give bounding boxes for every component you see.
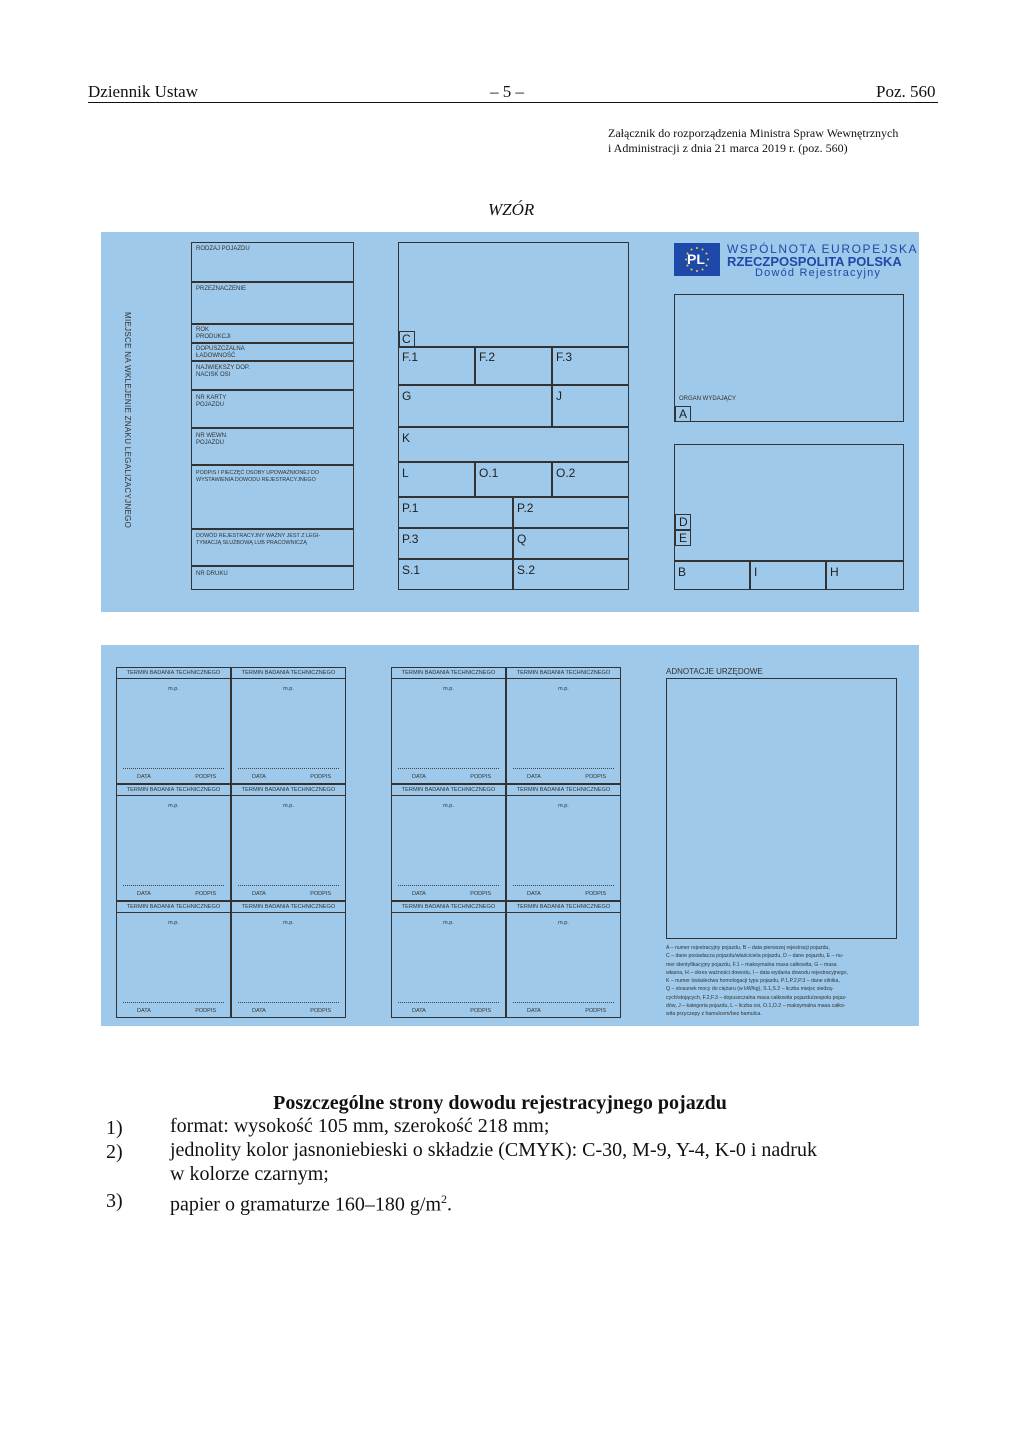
inspection-cell [116, 667, 231, 784]
inspection-cell [506, 901, 621, 1018]
signature-label: PODPIS [195, 774, 216, 780]
inspection-cell [391, 784, 506, 901]
legend-line: C – dane posiadacza pojazdu/właściciela pojazdu, D – dane pojazdu, E – nu- [666, 953, 844, 960]
inspection-title: TERMIN BADANIA TECHNICZNEGO [117, 668, 230, 679]
inspection-title: TERMIN BADANIA TECHNICZNEGO [507, 902, 620, 913]
registration-card-back [101, 645, 919, 1026]
label-dop-1: DOPUSZCZALNA [196, 346, 245, 352]
inspection-title: TERMIN BADANIA TECHNICZNEGO [392, 902, 505, 913]
label-naj-2: NACISK OSI [196, 372, 231, 378]
registration-card-front [101, 232, 919, 612]
signature-label: PODPIS [195, 1008, 216, 1014]
field-nr-druku [191, 566, 354, 590]
letter-a: A [679, 407, 688, 421]
item-2-text: jednolity kolor jasnoniebieski o składzie (CMYK): C-30, M-9, Y-4, K-0 i nadruk [170, 1139, 817, 1161]
field-k [398, 427, 629, 462]
item-1-text: format: wysokość 105 mm, szerokość 218 mm; [170, 1115, 550, 1137]
letter-f1: F.1 [402, 350, 419, 364]
item-2-number: 2) [106, 1141, 123, 1163]
eu-line-2: RZECZPOSPOLITA POLSKA [727, 254, 902, 269]
label-nr-druku: NR DRUKU [196, 571, 228, 577]
field-s2 [513, 559, 629, 590]
signature-line [398, 768, 499, 769]
letter-p2: P.2 [517, 501, 534, 515]
inspection-cell [231, 784, 346, 901]
inspection-cell [391, 667, 506, 784]
legend-line: dów, J – kategoria pojazdu, L – liczba osi, O.1,O.2 – maksymalna masa całko- [666, 1003, 846, 1010]
eu-flag-icon [674, 243, 720, 276]
stamp-place-label: m.p. [443, 803, 454, 809]
letter-box-d [675, 514, 691, 530]
legend-line: A – numer rejestracyjny pojazdu, B – data pierwszej rejestracji pojazdu, [666, 945, 830, 951]
field-c-area [398, 242, 629, 347]
field-o1 [475, 462, 552, 497]
journal-name: Dziennik Ustaw [88, 82, 199, 101]
page-number: – 5 – [490, 82, 524, 101]
field-f1 [398, 347, 475, 385]
signature-line [238, 768, 339, 769]
label-przeznaczenie: PRZEZNACZENIE [196, 286, 247, 292]
label-organ: ORGAN WYDAJĄCY [679, 396, 737, 402]
signature-line [238, 885, 339, 886]
annex-line-1: Załącznik do rozporządzenia Ministra Spraw Wewnętrznych [608, 126, 899, 140]
stamp-place-label: m.p. [168, 920, 179, 926]
inspection-title: TERMIN BADANIA TECHNICZNEGO [232, 785, 345, 796]
label-dow-2: TYMACJĄ SŁUŻBOWĄ LUB PRACOWNICZĄ [196, 540, 307, 546]
inspection-title: TERMIN BADANIA TECHNICZNEGO [117, 902, 230, 913]
adnotacje-label: ADNOTACJE URZĘDOWE [666, 667, 763, 676]
letter-box-a [675, 406, 691, 422]
field-p3 [398, 528, 513, 559]
letter-q: Q [517, 532, 527, 546]
legend-line: Q – stosunek mocy do ciężaru (w kW/kg), S.1,S.2 – liczba miejsc siedzą- [666, 986, 834, 993]
signature-line [398, 885, 499, 886]
date-label: DATA [252, 1008, 266, 1014]
inspection-cell [116, 901, 231, 1018]
label-dop-2: ŁADOWNOŚĆ [196, 353, 236, 359]
eu-line-1: WSPÓLNOTA EUROPEJSKA [727, 242, 919, 256]
label-pod-1: PODPIS I PIECZĘĆ OSOBY UPOWAŻNIONEJ DO [196, 470, 320, 476]
letter-box-c [399, 331, 415, 347]
field-h [826, 561, 904, 590]
stamp-place-label: m.p. [558, 920, 569, 926]
legend-line: wita przyczepy z hamulcem/bez hamulca. [666, 1011, 762, 1018]
letter-o2: O.2 [556, 466, 576, 480]
date-label: DATA [137, 1008, 151, 1014]
letter-b: B [678, 565, 687, 579]
field-najwiekszy-nacisk [191, 361, 354, 390]
stamp-place-label: m.p. [283, 920, 294, 926]
item-3-end: . [447, 1193, 453, 1216]
date-label: DATA [412, 774, 426, 780]
inspection-cell [231, 901, 346, 1018]
stamp-place-label: m.p. [168, 803, 179, 809]
inspection-cell [231, 667, 346, 784]
stamp-place-label: m.p. [558, 686, 569, 692]
letter-p1: P.1 [402, 501, 419, 515]
signature-line [123, 885, 224, 886]
inspection-grid-left [116, 667, 346, 1018]
label-nrw-1: NR WEWN. [196, 433, 228, 439]
field-f2 [475, 347, 552, 385]
letter-box-e [675, 530, 691, 546]
signature-label: PODPIS [470, 891, 491, 897]
item-3-main: papier o gramaturze 160–180 g/m [170, 1193, 442, 1216]
signature-line [123, 1002, 224, 1003]
wzor-heading: WZÓR [488, 200, 535, 219]
stamp-place-label: m.p. [558, 803, 569, 809]
date-label: DATA [412, 891, 426, 897]
field-podpis-pieczec [191, 465, 354, 529]
field-p1 [398, 497, 513, 528]
inspection-title: TERMIN BADANIA TECHNICZNEGO [392, 668, 505, 679]
letter-l: L [402, 466, 409, 480]
stamp-place-label: m.p. [283, 803, 294, 809]
inspection-grid-right [391, 667, 621, 1018]
date-label: DATA [252, 891, 266, 897]
letter-j: J [556, 389, 562, 403]
letter-s2: S.2 [517, 563, 536, 577]
country-badge: PL [687, 251, 705, 267]
eu-line-3: Dowód Rejestracyjny [755, 267, 882, 279]
date-label: DATA [252, 774, 266, 780]
field-rodzaj-pojazdu [191, 242, 354, 282]
item-2-continued: w kolorze czarnym; [170, 1163, 329, 1185]
item-1-number: 1) [106, 1117, 123, 1139]
signature-label: PODPIS [585, 891, 606, 897]
date-label: DATA [527, 1008, 541, 1014]
signature-line [513, 768, 614, 769]
signature-label: PODPIS [470, 1008, 491, 1014]
item-3-number: 3) [106, 1190, 123, 1212]
item-3-text [170, 1187, 452, 1218]
field-o2 [552, 462, 629, 497]
label-pod-2: WYSTAWIENIA DOWODU REJESTRACYJNEGO [196, 477, 316, 483]
inspection-cell [506, 667, 621, 784]
signature-label: PODPIS [310, 1008, 331, 1014]
stamp-place-label: m.p. [443, 686, 454, 692]
header-rule [88, 102, 938, 103]
label-rok-1: ROK [196, 327, 210, 333]
legend-line: K – numer świadectwa homologacji typu pojazdu, P.1,P.2,P.3 – dane silnika, [666, 978, 840, 985]
signature-line [238, 1002, 339, 1003]
inspection-title: TERMIN BADANIA TECHNICZNEGO [507, 668, 620, 679]
field-g [398, 385, 552, 427]
signature-label: PODPIS [585, 774, 606, 780]
letter-g: G [402, 389, 412, 403]
inspection-title: TERMIN BADANIA TECHNICZNEGO [232, 902, 345, 913]
field-przeznaczenie [191, 282, 354, 324]
position-number: Poz. 560 [876, 82, 936, 101]
field-l [398, 462, 475, 497]
date-label: DATA [412, 1008, 426, 1014]
signature-label: PODPIS [310, 774, 331, 780]
field-f3 [552, 347, 629, 385]
field-d-e-area [674, 444, 904, 561]
signature-label: PODPIS [195, 891, 216, 897]
label-rok-2: PRODUKCJI [196, 334, 231, 340]
legend-line: cych/stojących, F.2,F.3 – dopuszczalna masa całkowita pojazdu/zespołu pojaz- [666, 994, 847, 1001]
field-b [674, 561, 750, 590]
signature-line [513, 885, 614, 886]
signature-label: PODPIS [585, 1008, 606, 1014]
field-rok-produkcji [191, 324, 354, 343]
annex-line-2: i Administracji z dnia 21 marca 2019 r. (poz. 560) [608, 141, 848, 155]
field-j [552, 385, 629, 427]
inspection-cell [116, 784, 231, 901]
letter-e: E [679, 531, 688, 545]
letter-d: D [679, 515, 688, 529]
letter-s1: S.1 [402, 563, 421, 577]
label-nrk-2: POJAZDU [196, 402, 225, 408]
field-s1 [398, 559, 513, 590]
letter-k: K [402, 431, 411, 445]
letter-o1: O.1 [479, 466, 499, 480]
letter-f3: F.3 [556, 350, 573, 364]
label-nrw-2: POJAZDU [196, 440, 225, 446]
adnotacje-box [666, 678, 897, 939]
label-rodzaj: RODZAJ POJAZDU [196, 246, 250, 252]
date-label: DATA [137, 891, 151, 897]
legend-line: własna, H – okres ważności dowodu, I – data wydania dowodu rejestracyjnego, [666, 969, 848, 976]
inspection-cell [506, 784, 621, 901]
letter-i: I [754, 565, 758, 579]
signature-label: PODPIS [470, 774, 491, 780]
letter-h: H [830, 565, 839, 579]
inspection-cell [391, 901, 506, 1018]
bottom-title: Poszczególne strony dowodu rejestracyjnego pojazdu [273, 1092, 727, 1114]
stamp-place-label: m.p. [443, 920, 454, 926]
field-dopuszczalna-ladownosc [191, 343, 354, 361]
legend-block [666, 944, 900, 1019]
field-i [750, 561, 826, 590]
field-nr-wewn [191, 428, 354, 465]
field-nr-karty [191, 390, 354, 428]
label-dow-1: DOWÓD REJESTRACYJNY WAŻNY JEST Z LEGI- [196, 533, 321, 539]
signature-line [123, 768, 224, 769]
item-3-superscript: 2 [441, 1192, 448, 1206]
letter-f2: F.2 [479, 350, 496, 364]
stamp-place-label: m.p. [283, 686, 294, 692]
inspection-title: TERMIN BADANIA TECHNICZNEGO [117, 785, 230, 796]
date-label: DATA [527, 774, 541, 780]
field-q [513, 528, 629, 559]
letter-c: C [402, 332, 411, 346]
date-label: DATA [137, 774, 151, 780]
label-naj-1: NAJWIĘKSZY DOP. [196, 365, 250, 371]
letter-p3: P.3 [402, 532, 419, 546]
legend-line: mer identyfikacyjny pojazdu, F.1 – maksymalna masa całkowita, G – masa [666, 961, 837, 968]
label-nrk-1: NR KARTY [196, 395, 227, 401]
date-label: DATA [527, 891, 541, 897]
inspection-title: TERMIN BADANIA TECHNICZNEGO [232, 668, 345, 679]
field-dowod-wazny [191, 529, 354, 566]
sticker-area-label: MIEJSCE NA WKLEJENIE ZNAKU LEGALIZACYJNEGO [123, 312, 132, 529]
stamp-place-label: m.p. [168, 686, 179, 692]
field-organ-wydajacy [674, 294, 904, 422]
signature-line [513, 1002, 614, 1003]
inspection-title: TERMIN BADANIA TECHNICZNEGO [392, 785, 505, 796]
inspection-title: TERMIN BADANIA TECHNICZNEGO [507, 785, 620, 796]
signature-label: PODPIS [310, 891, 331, 897]
field-p2 [513, 497, 629, 528]
signature-line [398, 1002, 499, 1003]
